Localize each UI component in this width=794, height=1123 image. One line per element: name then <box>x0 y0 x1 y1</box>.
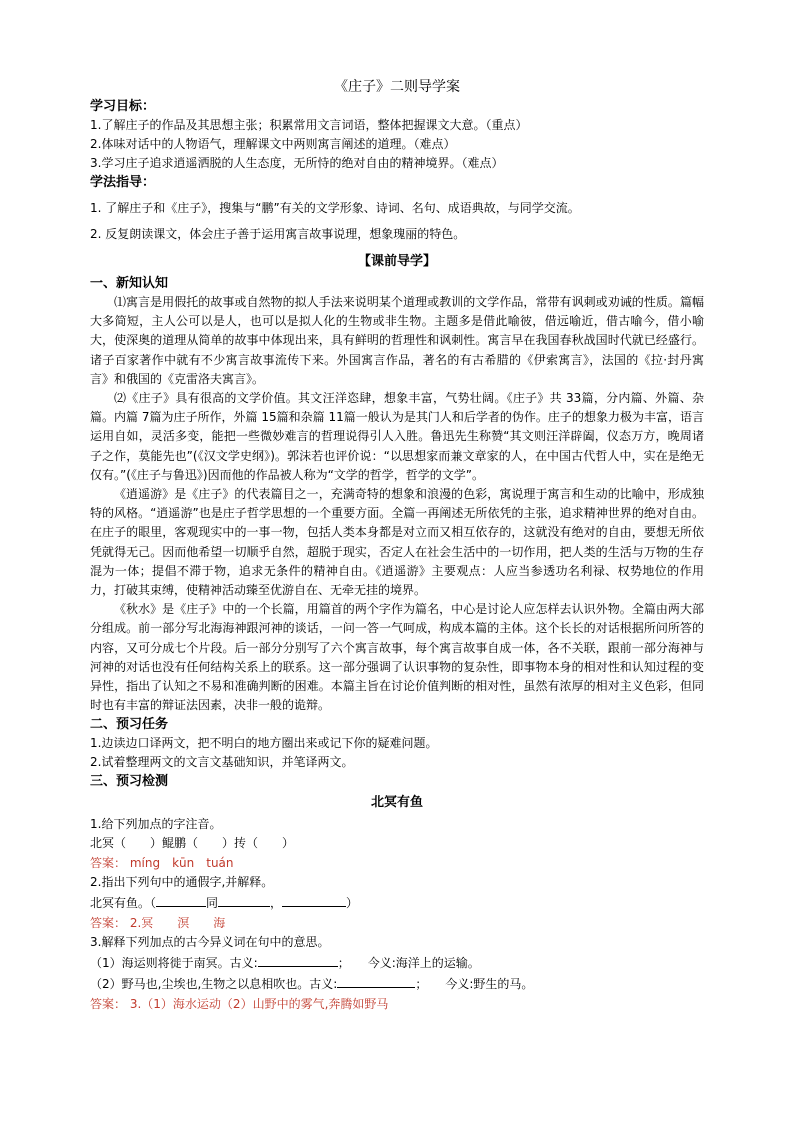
method-heading: 学法指导： <box>90 175 156 190</box>
sentence-text: 北冥有鱼。（ <box>90 896 157 911</box>
question-3-item-2 <box>90 973 704 994</box>
question-3-item-1 <box>90 952 704 973</box>
question-2-line <box>90 892 704 913</box>
answer-label: 答案： <box>90 997 127 1012</box>
paragraph-qiushui: 《秋水》是《庄子》中的一个长篇，用篇首的两个字作为篇名，中心是讨论人应怎样去认识外物。全篇由两大部分组成。前一部分写北海海神跟河神的谈话，一问一答一气呵成，构成本篇的主体。这个长长的对话根据所问所答的内容，又可分成七个片段。后一部分分别写了六个寓言故事，每个寓言故事自成一体，各不关联，跟前一部分海神与河神的对话也没有任何结构关系上的联系。这一部分强调了认识事物的复杂性，即事物本身的相对性和认知过程的变异性，指出了认知之不易和准确判断的困难。本篇主旨在讨论价值判断的相对性，虽然有浓厚的相对主义色彩，但同时也有丰富的辩证法因素，决非一般的诡辩。 <box>90 602 704 713</box>
task-item-2: 2.试着整理两文的文言文基础知识，并笔译两文。 <box>90 755 354 770</box>
answer-blank[interactable] <box>218 892 270 907</box>
answer-text: 2.冥 溟 海 <box>129 916 226 931</box>
objective-item-3: 3.学习庄子追求逍遥洒脱的人生态度，无所恃的绝对自由的精神境界。（难点） <box>90 156 504 170</box>
answer-blank[interactable] <box>258 952 338 967</box>
paragraph-fable: ⑴寓言是用假托的故事或自然物的拟人手法来说明某个道理或教训的文学作品，常带有讽刺或劝诫的性质。篇幅大多简短，主人公可以是人，也可以是拟人化的生物或非生物。主题多是借此喻彼，借远喻近，借古喻今，借小喻大，使深奥的道理从简单的故事中体现出来，具有鲜明的哲理性和讽刺性。寓言早在我国春秋战国时代就已经盛行。诸子百家著作中就有不少寓言故事流传下来。外国寓言作品，著名的有古希腊的《伊索寓言》，法国的《拉·封丹寓言》和俄国的《克雷洛夫寓言》。 <box>90 295 704 386</box>
paragraph-zhuangzi: ⑵《庄子》具有很高的文学价值。其文汪洋恣肆，想象丰富，气势壮阔。《庄子》共 33篇，分内篇、外篇、杂篇。内篇 7篇为庄子所作，外篇 15篇和杂篇 11篇一般认为是其门人和后学者的伪作。庄子的想象力极为丰富，语言运用自如，灵活多变，能把一些微妙难言的哲理说得引人入胜。鲁迅先生称赞“其文则汪洋辟阖，仪态万方，晚周诸子之作，莫能先也”(《汉文学史纲》)。郭沫若也评价说：“以思想家而兼文章家的人，在中国古代哲人中，实在是绝无仅有。”(《庄子与鲁迅》)因而他的作品被人称为“文学的哲学，哲学的文学”。 <box>90 391 704 482</box>
preclass-heading: 【课前导学】 <box>357 254 436 269</box>
question-1-answer <box>90 853 704 873</box>
section1-heading: 一、新知认知 <box>90 276 169 291</box>
answer-text: 3.（1）海水运动（2）山野中的雾气,奔腾如野马 <box>129 997 389 1012</box>
document-title: 《庄子》二则导学案 <box>334 79 460 95</box>
item-text: （1）海运则将徙于南冥。古义: <box>90 956 258 971</box>
comma-text: ， <box>270 896 283 911</box>
close-paren-text: ） <box>346 896 359 911</box>
worksheet-page <box>90 78 704 1014</box>
question-3-answer <box>90 994 704 1014</box>
item-text: （2）野马也,尘埃也,生物之以息相吹也。古义: <box>90 977 338 992</box>
answer-label: 答案： <box>90 916 127 931</box>
question-2-prompt: 2.指出下列句中的通假字,并解释。 <box>90 875 274 890</box>
section2-heading: 二、预习任务 <box>90 717 169 733</box>
same-as-text: 同 <box>206 896 219 911</box>
item-text: ； 今义:野生的马。 <box>415 977 534 992</box>
answer-text: míng kūn tuán <box>129 856 234 871</box>
objectives-heading: 学习目标： <box>90 99 156 114</box>
item-text: ； 今义:海洋上的运输。 <box>337 956 480 971</box>
question-3-prompt: 3.解释下列加点的古今异义词在句中的意思。 <box>90 935 330 950</box>
section3-heading: 三、预习检测 <box>90 774 169 790</box>
text-subtitle: 北冥有鱼 <box>370 795 423 811</box>
objective-item-1: 1.了解庄子的作品及其思想主张；积累常用文言词语，整体把握课文大意。（重点） <box>90 118 528 132</box>
question-2-answer <box>90 913 704 933</box>
answer-blank[interactable] <box>156 892 206 907</box>
question-1-prompt: 1.给下列加点的字注音。 <box>90 817 222 832</box>
paragraph-xiaoyaoyou: 《逍遥游》是《庄子》的代表篇目之一，充满奇特的想象和浪漫的色彩，寓说理于寓言和生动的比喻中，形成独特的风格。“逍遥游”也是庄子哲学思想的一个重要方面。全篇一再阐述无所依凭的主张，追求精神世界的绝对自由。在庄子的眼里，客观现实中的一事一物，包括人类本身都是对立而又相互依存的，这就没有绝对的自由，要想无所依凭就得无己。因而他希望一切顺乎自然，超脱于现实，否定人在社会生活中的一切作用，把人类的生活与万物的生存混为一体；提倡不滞于物，追求无条件的精神自由。《逍遥游》主要观点：人应当参透功名利禄、权势地位的作用力，打破其束缚，使精神活动臻至优游自在、无牵无挂的境界。 <box>90 487 704 598</box>
answer-blank[interactable] <box>282 892 346 907</box>
method-item-1: 1. 了解庄子和《庄子》，搜集与“鹏”有关的文学形象、诗词、名句、成语典故，与同学交流。 <box>90 201 580 215</box>
question-1-line: 北冥（ ）鲲鹏（ ）抟（ ） <box>90 836 295 851</box>
method-item-2: 2. 反复朗读课文，体会庄子善于运用寓言故事说理，想象瑰丽的特色。 <box>90 227 466 241</box>
answer-label: 答案： <box>90 856 127 871</box>
objective-item-2: 2.体味对话中的人物语气，理解课文中两则寓言阐述的道理。（难点） <box>90 137 456 151</box>
answer-blank[interactable] <box>337 973 415 988</box>
task-item-1: 1.边读边口译两文，把不明白的地方圈出来或记下你的疑难问题。 <box>90 736 438 751</box>
